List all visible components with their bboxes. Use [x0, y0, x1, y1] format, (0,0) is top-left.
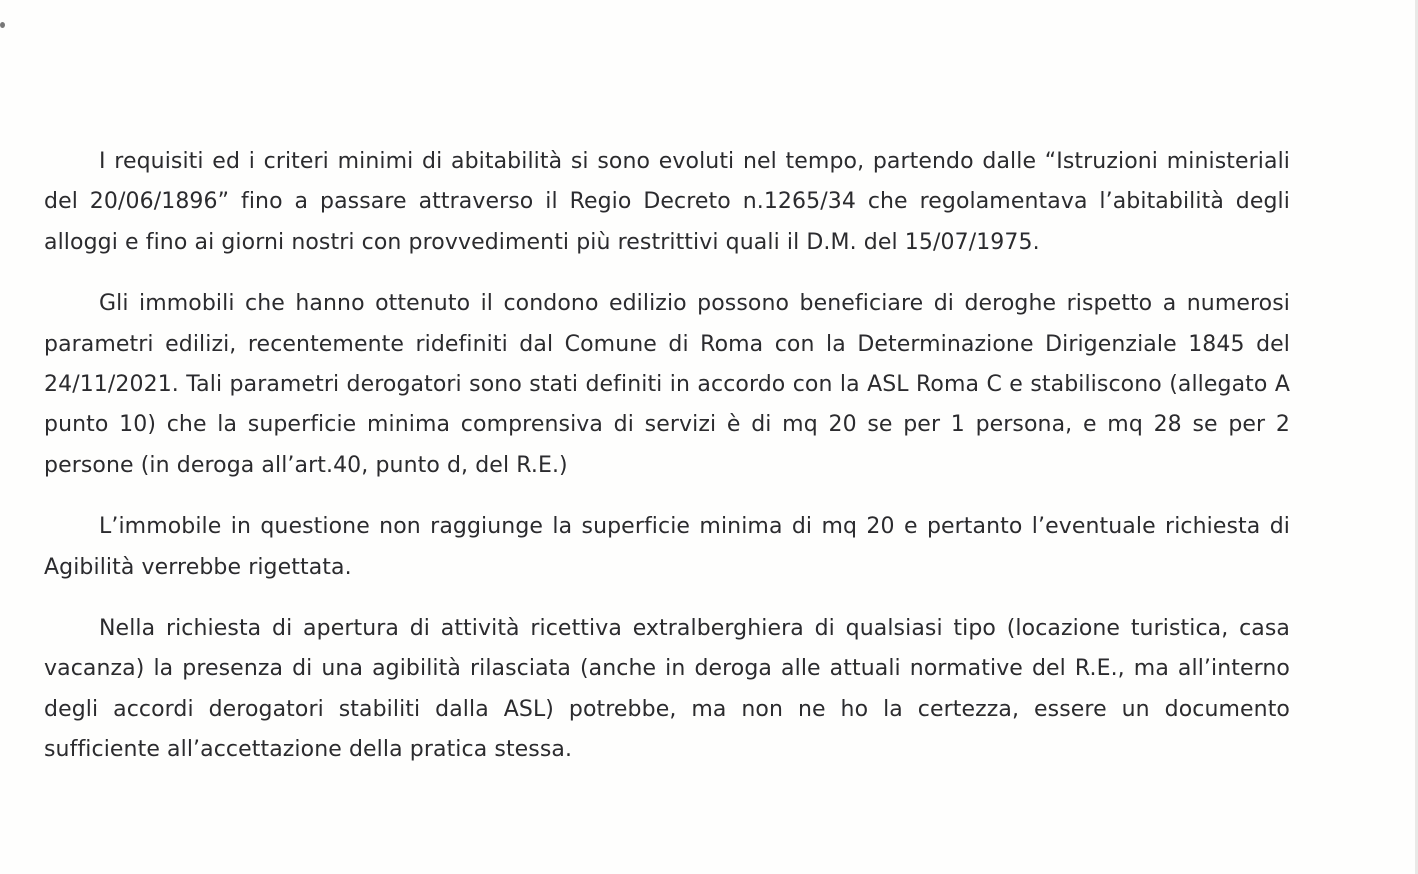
- paragraph-immobile-superficie: L’immobile in questione non raggiunge la superficie minima di mq 20 e pertanto l’eventuale richiesta di Agibilità verrebbe rigettata.: [44, 514, 1290, 580]
- scan-artifact-mark: [0, 22, 5, 28]
- paragraph-condono-deroghe: Gli immobili che hanno ottenuto il condono edilizio possono beneficiare di deroghe rispetto a numerosi parametri edilizi, recentemente ridefiniti dal Comune di Roma con la Determinazione Dirigenziale 1845 del 24/11/2021. Tali parametri derogatori sono stati definiti in accordo con la ASL Roma C e stabiliscono (allegato A punto 10) che la superficie minima comprensiva di servizi è di mq 20 se per 1 persona, e mq 28 se per 2 persone (in deroga all’art.40, punto d, del R.E.): [44, 291, 1290, 478]
- document-body: [44, 142, 1290, 771]
- paragraph-attivita-ricettiva: Nella richiesta di apertura di attività ricettiva extralberghiera di qualsiasi tipo (locazione turistica, casa vacanza) la presenza di una agibilità rilasciata (anche in deroga alle attuali normative del R.E., ma all’interno degli accordi derogatori stabiliti dalla ASL) potrebbe, ma non ne ho la certezza, essere un documento sufficiente all’accettazione della pratica stessa.: [44, 616, 1290, 763]
- paragraph-abitabilita-history: I requisiti ed i criteri minimi di abitabilità si sono evoluti nel tempo, partendo dalle “Istruzioni ministeriali del 20/06/1896” fino a passare attraverso il Regio Decreto n.1265/34 che regolamentava l’abitabilità degli alloggi e fino ai giorni nostri con provvedimenti più restrittivi quali il D.M. del 15/07/1975.: [44, 149, 1290, 255]
